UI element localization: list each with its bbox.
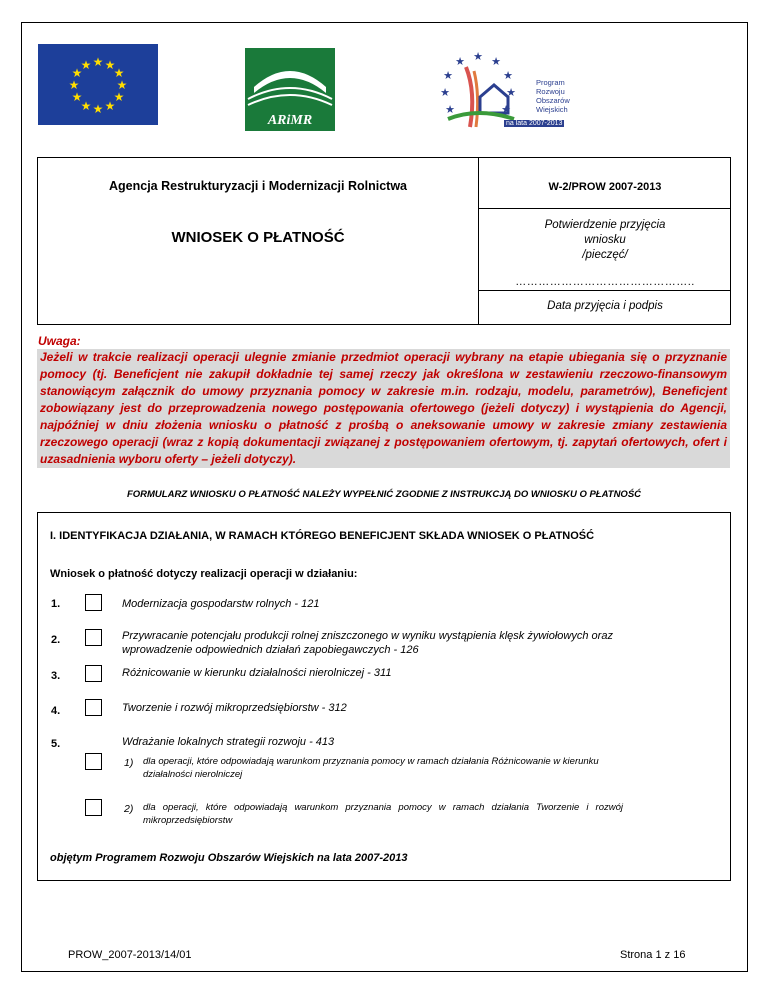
option-label: Wdrażanie lokalnych strategii rozwoju - 413: [122, 736, 335, 748]
agency-name: Agencja Restrukturyzacji i Modernizacji Rolnictwa: [109, 179, 407, 193]
svg-text:★: ★: [440, 86, 450, 99]
form-title: WNIOSEK O PŁATNOŚĆ: [171, 229, 345, 246]
prow-logo: [418, 47, 618, 137]
checkbox-suboption-2[interactable]: [85, 799, 102, 816]
svg-text:★: ★: [506, 86, 516, 99]
prow-line: Rozwoju: [536, 87, 565, 96]
arimr-logo: [244, 47, 336, 132]
option-number: 1.: [51, 598, 61, 610]
option-label: Przywracanie potencjału produkcji rolnej zniszczonego w wyniku wystąpienia klęsk żywiołowych oraz wprowadzenie odpowiednich działań zapobiegawczych - 126: [122, 630, 613, 656]
svg-text:★: ★: [104, 58, 116, 72]
prow-line: Obszarów: [536, 96, 570, 105]
checkbox-option-1[interactable]: [85, 594, 102, 611]
checkbox-option-3[interactable]: [85, 665, 102, 682]
svg-text:★: ★: [501, 103, 511, 116]
date-signature-label: Data przyjęcia i podpis: [547, 300, 663, 312]
svg-text:★: ★: [443, 69, 453, 82]
option-label: Tworzenie i rozwój mikroprzedsiębiorstw - 312: [122, 702, 347, 714]
svg-text:★: ★: [491, 55, 501, 68]
prow-line: Wiejskich: [536, 105, 568, 114]
svg-text:★: ★: [113, 66, 125, 80]
page-number: Strona 1 z 16: [620, 949, 686, 961]
program-note: objętym Programem Rozwoju Obszarów Wiejskich na lata 2007-2013: [50, 852, 408, 864]
confirm-line: /pieczęć/: [582, 249, 628, 261]
receipt-confirmation: [479, 218, 731, 263]
form-code: W-2/PROW 2007-2013: [548, 181, 662, 193]
checkbox-suboption-1[interactable]: [85, 753, 102, 770]
signature-line[interactable]: ………………………………………..: [515, 276, 695, 288]
svg-text:★: ★: [473, 50, 483, 63]
svg-text:★: ★: [113, 90, 125, 104]
option-number: 5.: [51, 738, 61, 750]
svg-text:★: ★: [116, 78, 128, 92]
svg-text:★: ★: [445, 103, 455, 116]
prow-line: Program: [536, 78, 565, 87]
checkbox-option-2[interactable]: [85, 629, 102, 646]
divider: [478, 290, 731, 291]
section-1-title: I. IDENTYFIKACJA DZIAŁANIA, W RAMACH KTÓREGO BENEFICJENT SKŁADA WNIOSEK O PŁATNOŚĆ: [50, 530, 595, 542]
divider: [478, 208, 731, 209]
option-label: Modernizacja gospodarstw rolnych - 121: [122, 598, 320, 610]
suboption-number: 1): [124, 757, 134, 769]
svg-text:★: ★: [104, 99, 116, 113]
suboption-number: 2): [124, 803, 134, 815]
prow-years: na lata 2007-2013: [506, 120, 563, 127]
option-number: 3.: [51, 670, 61, 682]
eu-flag-logo: [38, 44, 158, 125]
notice-text: Jeżeli w trakcie realizacji operacji ulegnie zmianie przedmiot operacji wybrany na etapie ubiegania się o przyznanie pomocy (tj. Beneficjent nie zakupił dokładnie tej samej rzeczy jak określona w zestawieniu rzeczowo-finansowym stanowiącym załącznik do umowy przyznania pomocy w zakresie m.in. rodzaju, modelu, parametrów), Beneficjent zobowiązany jest do przeprowadzenia nowego postępowania ofertowego (jeżeli dotyczy) i wystąpienia do Agencji, najpóźniej w dniu złożenia wniosku o płatność z prośbą o aneksowanie umowy w zakresie zmiany zestawienia rzeczowego operacji (wraz z kopią dokumentacji związanej z postępowaniem ofertowym, tj. zapytań ofertowych, ofert i uzasadnienia wyboru oferty – jeżeli dotyczy).: [37, 349, 730, 468]
suboption-label: dla operacji, które odpowiadają warunkom przyznania pomocy w ramach działania Tworzenie i rozwój mikroprzedsiębiorstw: [143, 802, 623, 826]
svg-text:★: ★: [71, 90, 83, 104]
svg-text:★: ★: [71, 66, 83, 80]
option-label: Różnicowanie w kierunku działalności nierolniczej - 311: [122, 667, 392, 679]
svg-text:★: ★: [92, 102, 104, 116]
instruction-note: FORMULARZ WNIOSKU O PŁATNOŚĆ NALEŻY WYPEŁNIĆ ZGODNIE Z INSTRUKCJĄ DO WNIOSKU O PŁATNOŚĆ: [126, 489, 642, 500]
svg-text:★: ★: [455, 55, 465, 68]
suboption-label: dla operacji, które odpowiadają warunkom przyznania pomocy w ramach działania Różnicowanie w kierunku działalności nierolniczej: [143, 756, 599, 780]
svg-text:★: ★: [92, 55, 104, 69]
option-number: 4.: [51, 705, 61, 717]
section-1-question: Wniosek o płatność dotyczy realizacji operacji w działaniu:: [50, 568, 358, 580]
svg-text:★: ★: [68, 78, 80, 92]
confirm-line: wniosku: [584, 234, 626, 246]
svg-text:★: ★: [503, 69, 513, 82]
notice-label: Uwaga:: [38, 334, 81, 348]
svg-text:★: ★: [80, 99, 92, 113]
confirm-line: Potwierdzenie przyjęcia: [544, 219, 666, 231]
option-number: 2.: [51, 634, 61, 646]
checkbox-option-4[interactable]: [85, 699, 102, 716]
svg-text:★: ★: [80, 58, 92, 72]
prow-name: [536, 78, 570, 114]
document-id: PROW_2007-2013/14/01: [68, 949, 192, 961]
arimr-text: ARiMR: [267, 113, 313, 128]
